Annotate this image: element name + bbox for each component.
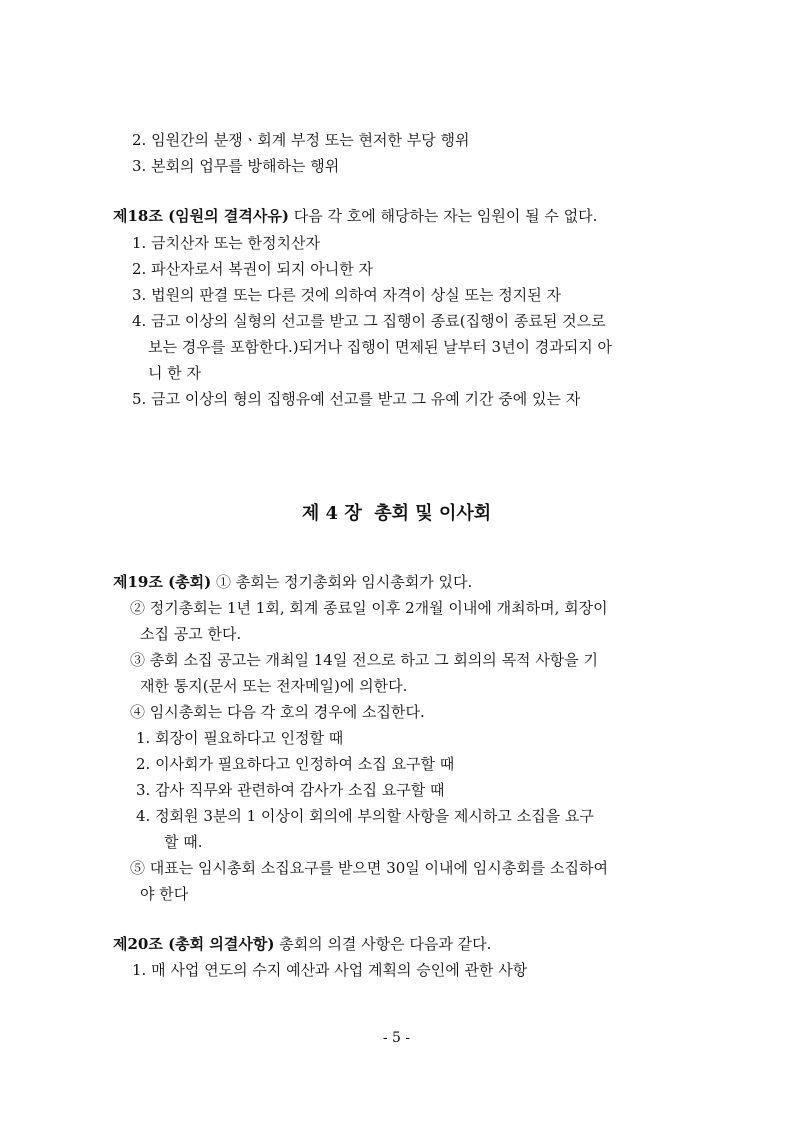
article-20 bbox=[113, 934, 491, 954]
clause-continued: 재한 통지(문서 또는 전자메일)에 의한다. bbox=[140, 677, 408, 695]
list-item: 3. 본회의 업무를 방해하는 행위 bbox=[132, 157, 340, 175]
page-number: - 5 - bbox=[382, 1030, 411, 1046]
article-heading: 제18조 (임원의 결격사유) bbox=[113, 207, 289, 225]
list-item: 1. 금치산자 또는 한정치산자 bbox=[132, 234, 321, 252]
clause-continued: 야 한다 bbox=[140, 885, 189, 903]
clause: ④ 임시총회는 다음 각 호의 경우에 소집한다. bbox=[130, 703, 425, 721]
list-item: 4. 금고 이상의 실형의 선고를 받고 그 집행이 종료(집행이 종료된 것으로 bbox=[132, 312, 606, 330]
article-text: ① 총회는 정기총회와 임시총회가 있다. bbox=[211, 573, 473, 591]
list-item: 3. 감사 직무와 관련하여 감사가 소집 요구할 때 bbox=[136, 781, 445, 799]
list-item: 1. 회장이 필요하다고 인정할 때 bbox=[136, 729, 344, 747]
list-item: 2. 파산자로서 복권이 되지 아니한 자 bbox=[132, 260, 374, 278]
list-item-continued: 니 한 자 bbox=[148, 364, 202, 382]
list-item-continued: 보는 경우를 포함한다.)되거나 집행이 면제된 날부터 3년이 경과되지 아 bbox=[148, 338, 613, 356]
clause: ③ 총회 소집 공고는 개최일 14일 전으로 하고 그 회의의 목적 사항을 기 bbox=[130, 651, 599, 669]
list-item: 4. 정회원 3분의 1 이상이 회의에 부의할 사항을 제시하고 소집을 요구 bbox=[136, 807, 594, 825]
list-item: 5. 금고 이상의 형의 집행유예 선고를 받고 그 유예 기간 중에 있는 자 bbox=[132, 390, 581, 408]
clause-continued: 소집 공고 한다. bbox=[140, 625, 242, 643]
chapter-title: 제 4 장 총회 및 이사회 bbox=[301, 503, 492, 524]
list-item: 3. 법원의 판결 또는 다른 것에 의하여 자격이 상실 또는 정지된 자 bbox=[132, 286, 562, 304]
list-item-continued: 할 때. bbox=[164, 833, 203, 851]
list-item: 2. 임원간의 분쟁ㆍ회계 부정 또는 현저한 부당 행위 bbox=[132, 131, 470, 149]
article-heading: 제20조 (총회 의결사항) bbox=[113, 935, 275, 953]
list-item: 1. 매 사업 연도의 수지 예산과 사업 계획의 승인에 관한 사항 bbox=[132, 961, 528, 979]
article-19 bbox=[113, 572, 472, 592]
clause: ② 정기총회는 1년 1회, 회계 종료일 이후 2개월 이내에 개최하며, 회장이 bbox=[130, 599, 608, 617]
article-text: 총회의 의결 사항은 다음과 같다. bbox=[274, 935, 492, 953]
article-heading: 제19조 (총회) bbox=[113, 573, 212, 591]
list-item: 2. 이사회가 필요하다고 인정하여 소집 요구할 때 bbox=[136, 755, 455, 773]
article-18 bbox=[113, 206, 597, 226]
clause: ⑤ 대표는 임시총회 소집요구를 받으면 30일 이내에 임시총회를 소집하여 bbox=[130, 859, 608, 877]
article-text: 다음 각 호에 해당하는 자는 임원이 될 수 없다. bbox=[288, 207, 598, 225]
